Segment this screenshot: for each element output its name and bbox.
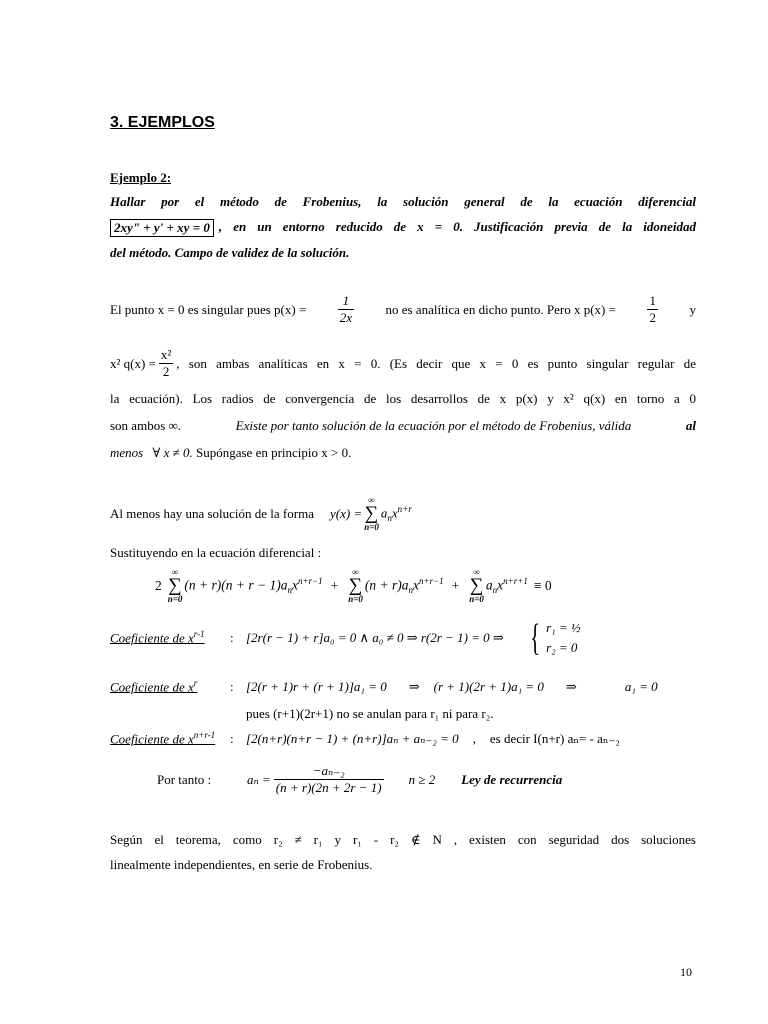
coef-row-3-comma: , (472, 730, 476, 746)
sum-top: ∞ (368, 495, 375, 505)
page-number: 10 (680, 965, 692, 979)
p1-line4-b: Existe por tanto solución de la ecuación por el método de Frobenius, válida (235, 418, 632, 433)
big-eq-term-2: $(n + r)a_nx^{n+r-1}$ (364, 575, 444, 596)
coef-row-1-colon: : (230, 629, 234, 645)
coef-row-3-es-decir: es decir I(n+r) aₙ= - aₙ₋₂ (489, 730, 620, 746)
xp-den: 2 (649, 310, 656, 326)
paragraph-1-line-5 (110, 445, 351, 461)
p1-text-d: x² q(x) = (110, 355, 156, 371)
solution-term: $a_nx^{n+r}$ (380, 504, 412, 524)
xp-fraction (647, 294, 658, 326)
coef-row-3-label: Coeficiente de $x^{n+r-1}$ (110, 730, 216, 747)
p-num: 1 (342, 293, 350, 308)
coef-row-2-equation-2: (r + 1)(2r + 1)a₁ = 0 (433, 678, 544, 694)
recurrence-num: −aₙ₋₂ (312, 763, 345, 778)
big-eq-equiv: ≡ 0 (533, 577, 552, 593)
solution-sum (364, 496, 379, 531)
solution-form-line (110, 496, 412, 531)
big-eq-sum-3: ∞ ∑ n=0 (469, 567, 484, 604)
substituting-line: Sustituyendo en la ecuación diferencial : (110, 545, 322, 560)
coef-row-2-colon: : (230, 678, 234, 694)
left-brace: { (529, 616, 540, 659)
coef-row-2 (110, 678, 658, 695)
p1-text-b: no es analítica en dicho punto. Pero x p(x) = (385, 301, 616, 317)
coef-row-1-label: Coeficiente de $x^{r-1}$ (110, 628, 205, 646)
coef-row-2-arrow-1: ⇒ (408, 678, 420, 694)
q-fraction (159, 348, 173, 380)
statement-line-1: Hallar por el método de Frobenius, la solución general de la ecuación diferencial (110, 194, 696, 209)
q-den: 2 (159, 363, 173, 379)
xp-num: 1 (649, 293, 656, 308)
q-num: x² (160, 347, 172, 362)
roots-cases (526, 618, 581, 657)
p1-line4-a: son ambos ∞. (110, 418, 182, 433)
por-tanto: Por tanto : (157, 771, 212, 787)
p1-text-c: y (689, 301, 696, 317)
theorem-line-1: Según el teorema, como r₂ ≠ r₁ y r₁ - r₂ ∉ N , existen con seguridad dos soluciones (110, 832, 696, 847)
coef-row-2-result: a₁ = 0 (624, 678, 658, 694)
statement-line-3: del método. Campo de validez de la solución. (110, 245, 350, 260)
p1-line5-b: ∀ x ≠ 0. (152, 445, 193, 460)
p1-line5-c: Supóngase en principio x > 0. (195, 445, 352, 460)
roots-list (546, 618, 581, 657)
big-eq-plus-2: + (451, 577, 460, 593)
section-heading: 3. EJEMPLOS (110, 114, 215, 131)
big-eq-sum-1: ∞ ∑ n=0 (167, 567, 183, 604)
solution-lhs: y(x) = (329, 505, 363, 521)
solution-form-text: Al menos hay una solución de la forma (110, 505, 314, 521)
paragraph-1-line-4 (110, 418, 696, 434)
statement-line-2-text: , en un entorno reducido de x = 0. Justificación previa de la idoneidad (218, 219, 696, 234)
pues-line: pues (r+1)(2r+1) no se anulan para r₁ ni para r₂. (246, 706, 494, 721)
statement-equation: 2xy" + y' + xy = 0 (110, 219, 214, 237)
p-den: 2x (339, 310, 353, 326)
p1-text-e: , son ambas analíticas en x = 0. (Es decir que x = 0 es punto singular regular de (176, 355, 696, 371)
p1-text-a: El punto x = 0 es singular pues p(x) = (110, 301, 307, 317)
coef-row-1-equation: [2r(r − 1) + r]a₀ = 0 ∧ a₀ ≠ 0 ⇒ r(2r − 1) = 0 ⇒ (246, 629, 504, 645)
coef-row-3-equation: [2(n+r)(n+r − 1) + (n+r)]aₙ + aₙ₋₂ = 0 (246, 730, 459, 746)
sigma-symbol: ∑ (364, 502, 379, 524)
coef-row-1 (110, 618, 581, 657)
coef-row-2-equation: [2(r + 1)r + (r + 1)]a₁ = 0 (246, 678, 387, 694)
root-1: r₁ = ½ (546, 620, 581, 635)
big-eq-plus-1: + (330, 577, 339, 593)
paragraph-1-line-3: la ecuación). Los radios de convergencia de los desarrollos de x p(x) y x² q(x) en torno a 0 (110, 391, 696, 406)
recurrence-lhs: aₙ = (247, 771, 271, 787)
big-eq-term-3: $a_nx^{n+r+1}$ (485, 575, 528, 596)
recurrence-condition: n ≥ 2 (408, 771, 436, 787)
big-eq-coef: 2 (155, 577, 162, 593)
coef-row-2-label: Coeficiente de $x^r$ (110, 678, 198, 695)
sum-bottom: n=0 (364, 521, 379, 532)
big-eq-sum-2: ∞ ∑ n=0 (348, 567, 363, 604)
coef-row-3 (110, 730, 620, 747)
p1-line5-a: menos (110, 445, 144, 460)
example-label: Ejemplo 2: (110, 170, 172, 185)
paragraph-1-line-1 (110, 294, 696, 326)
paragraph-1-line-2 (110, 348, 696, 380)
p-fraction (338, 294, 354, 326)
coef-row-2-arrow-2: ⇒ (565, 678, 577, 694)
theorem-line-2: linealmente independientes, en serie de Frobenius. (110, 857, 373, 872)
p1-line4-c: al (685, 418, 696, 433)
recurrence-line (157, 764, 562, 796)
recurrence-name: Ley de recurrencia (461, 771, 563, 787)
root-2: r₂ = 0 (546, 639, 578, 655)
substituted-equation (155, 568, 552, 603)
coef-row-3-colon: : (230, 730, 234, 746)
big-eq-term-1: $(n + r)(n + r - 1)a_nx^{n+r-1}$ (184, 575, 323, 596)
recurrence-fraction (274, 764, 384, 796)
recurrence-den: (n + r)(2n + 2r − 1) (275, 780, 382, 796)
statement-line-2 (110, 219, 696, 237)
